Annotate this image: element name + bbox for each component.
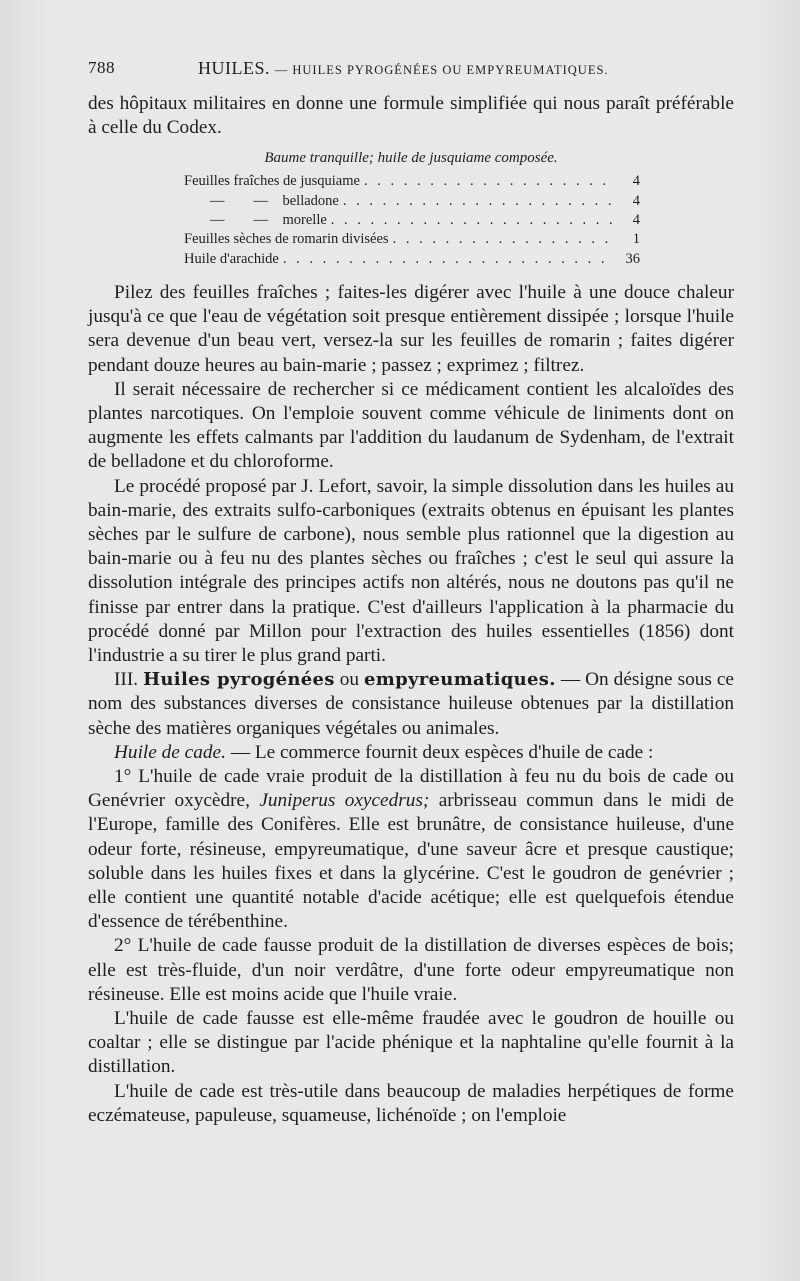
leader-dots xyxy=(364,172,612,191)
subsection-title: Huile de cade. xyxy=(114,741,226,763)
paragraph-usage: L'huile de cade est très-utile dans beaucoup de maladies herpétiques de forme eczémateuse, papuleuse, squameuse, lichénoïde ; on l'emploie xyxy=(88,1080,734,1126)
intro-paragraph: des hôpitaux militaires en donne une formule simplifiée qui nous paraît préférable à celle du Codex. xyxy=(88,93,734,139)
section-heading-2: empyreumatiques. xyxy=(364,669,556,691)
paragraph-true-cade xyxy=(88,765,734,934)
leader-dots xyxy=(393,230,612,249)
recipe-item-qty: 4 xyxy=(632,192,640,209)
leader-dots xyxy=(343,192,612,211)
recipe-item-name-wrap xyxy=(184,211,327,230)
recipe-item-name: Feuilles fraîches de jusquiame xyxy=(184,173,360,190)
paragraph-alkaloids: Il serait nécessaire de rechercher si ce médicament contient les alcaloïdes des plantes narcotiques. On l'emploie souvent comme véhicule de liniments dont on augmente les effets calmants par l'addition du laudanum de Sydenham, de l'extrait de belladone et du chloroforme. xyxy=(88,378,734,473)
recipe-title: Baume tranquille; huile de jusquiame composée. xyxy=(264,150,558,167)
paragraph-cade-intro xyxy=(88,741,734,765)
paragraph-lefort: Le procédé proposé par J. Lefort, savoir, la simple dissolution dans les huiles au bain-marie, des extraits sulfo-carboniques (extraits obtenus en épuisant les plantes sèches par le sulfure de carbone), nous semble plus rationnel que la digestion au bain-marie ou à feu nu des plantes sèches ou fraîches ; c'est le seul qui assure la dissolution intégrale des principes actifs non altérés, nous ne doutons pas qu'il ne finisse par entrer dans la pratique. C'est d'ailleurs l'application à la pharmacie du procédé donné par Millon pour l'extraction des huiles essentielles (1856) dont l'industrie a su tirer le plus grand parti. xyxy=(88,475,734,666)
recipe-row xyxy=(184,230,640,249)
leader-dots xyxy=(283,250,612,269)
recipe-row xyxy=(184,250,640,269)
text-run: arbrisseau commun dans le midi de l'Europe, famille des Conifères. Elle est brunâtre, de consistance huileuse, d'une odeur forte, résineuse, empyreumatique, d'une saveur âcre et presque caustique; soluble dans les huiles fixes et dans la glycérine. C'est le goudron de genévrier ; elle contient une quantité notable d'acide acétique; elle est quelquefois étendue d'essence de térébenthine. xyxy=(88,790,734,933)
leader-dots xyxy=(331,211,612,230)
recipe-item-qty: 1 xyxy=(632,231,640,248)
section-number: III. xyxy=(114,669,139,691)
running-title-main: HUILES. xyxy=(198,58,270,78)
recipe-item-qty: 4 xyxy=(632,212,640,228)
text-run: 1° L'huile de cade vraie produit de la distillation à feu nu du bois de cade ou Genévrier oxycèdre, xyxy=(88,765,734,812)
paragraph-false-cade: 2° L'huile de cade fausse produit de la distillation de diverses espèces de bois; elle est très-fluide, d'un noir verdâtre, d'une forte odeur empyreumatique non résineuse. Elle est moins acide que l'huile vraie. xyxy=(88,935,734,1005)
recipe-row xyxy=(184,211,640,230)
running-title xyxy=(198,58,609,79)
ditto-marks: — — xyxy=(210,212,268,228)
recipe-item-name: Feuilles sèches de romarin divisées xyxy=(184,231,389,248)
ditto-marks: — — xyxy=(210,192,268,209)
recipe-row xyxy=(184,172,640,191)
section-pyrogenic-oils xyxy=(88,668,734,741)
recipe-item-name: belladone xyxy=(282,192,339,209)
page-number: 788 xyxy=(88,58,115,77)
recipe-item-qty: 4 xyxy=(632,173,640,190)
recipe-item-qty: 36 xyxy=(625,250,640,267)
recipe-list xyxy=(184,172,640,268)
section-text: — On désigne sous ce nom des substances diverses de consistance huileuse obtenues par la distillation sèche des matières organiques végétales ou animales. xyxy=(88,669,734,739)
paragraph-preparation: Pilez des feuilles fraîches ; faites-les digérer avec l'huile à une douce chaleur jusqu'à ce que l'eau de végétation soit presque entièrement dissipée ; lorsque l'huile sera devenue d'un beau vert, versez-la sur les feuilles de romarin ; faites digérer pendant douze heures au bain-marie ; passez ; exprimez ; filtrez. xyxy=(88,281,734,376)
recipe-item-name: Huile d'arachide xyxy=(184,250,279,267)
recipe-row xyxy=(184,192,640,211)
species-name: Juniperus oxycedrus; xyxy=(259,790,430,812)
paragraph-fraud: L'huile de cade fausse est elle-même fraudée avec le goudron de houille ou coaltar ; elle se distingue par l'acide phénique et la naphtaline qu'elle fournit à la distillation. xyxy=(88,1007,734,1078)
section-heading: Huiles pyrogénées xyxy=(143,669,335,691)
page-body xyxy=(88,92,734,1128)
recipe-item-name-wrap xyxy=(184,192,339,211)
section-heading-ou: ou xyxy=(339,669,360,691)
subsection-text: — Le commerce fournit deux espèces d'huile de cade : xyxy=(230,741,654,763)
recipe-item-name: morelle xyxy=(282,212,327,228)
running-title-sub: — HUILES PYROGÉNÉES OU EMPYREUMATIQUES. xyxy=(274,63,609,77)
